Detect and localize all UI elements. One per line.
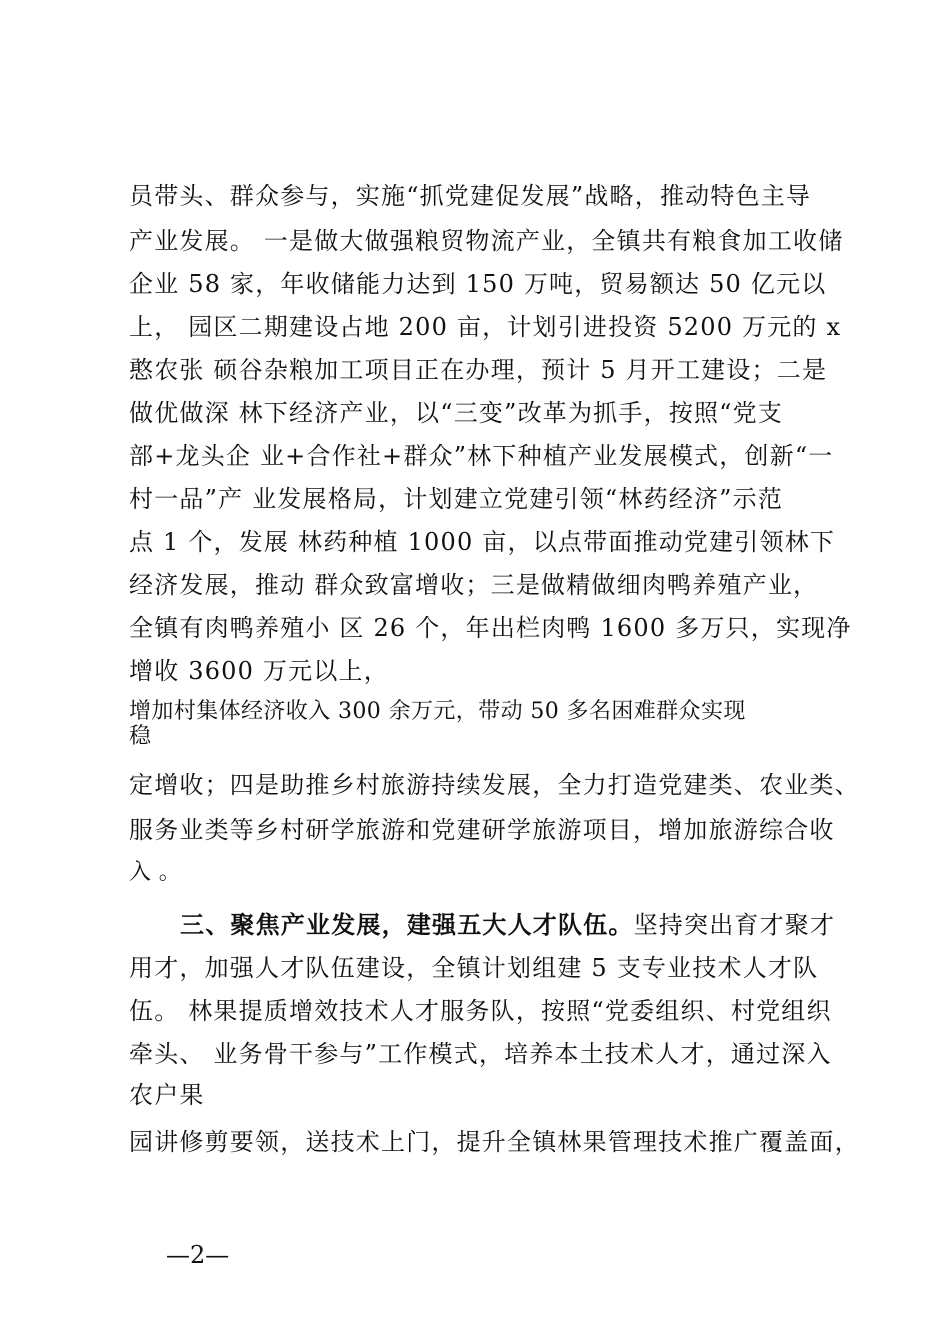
body-line: 牵头、 业务骨干参与”工作模式，培养本土技术人才，通过深入 (129, 1040, 832, 1068)
body-line: 经济发展，推动 群众致富增收；三是做精做细肉鸭养殖产业， (129, 571, 819, 599)
body-line: 部+龙头企 业+合作社+群众”林下种植产业发展模式，创新“一 (129, 442, 834, 470)
body-line: 服务业类等乡村研学旅游和党建研学旅游项目，增加旅游综合收 (129, 816, 835, 844)
body-line: 全镇有肉鸭养殖小 区 26 个，年出栏肉鸭 1600 多万只，实现净 (129, 614, 852, 642)
body-line: 增收 3600 万元以上， (129, 657, 389, 685)
body-line: 伍。 林果提质增效技术人才服务队，按照“党委组织、村党组织 (129, 997, 832, 1025)
body-line: 农户果 (129, 1081, 205, 1109)
body-line: 村一品”产 业发展格局，计划建立党建引领“林药经济”示范 (129, 485, 784, 513)
body-line: 点 1 个，发展 林药种植 1000 亩，以点带面推动党建引领林下 (129, 528, 836, 556)
body-line: 员带头、群众参与，实施“抓党建促发展”战略，推动特色主导 (129, 182, 812, 210)
body-line: 用才，加强人才队伍建设，全镇计划组建 5 支专业技术人才队 (129, 954, 819, 982)
section-heading: 三、聚焦产业发展，建强五大人才队伍。 (180, 910, 634, 939)
section-heading-line (180, 910, 835, 940)
body-line: 上， 园区二期建设占地 200 亩，计划引进投资 5200 万元的 x (129, 313, 842, 341)
page-number: —2— (166, 1241, 230, 1269)
body-line: 稳 (129, 724, 152, 749)
section-heading-rest: 坚持突出育才聚才 (633, 911, 836, 939)
body-line: 定增收；四是助推乡村旅游持续发展，全力打造党建类、农业类、 (129, 771, 860, 799)
body-line: 增加村集体经济收入 300 余万元，带动 50 多名困难群众实现 (129, 699, 746, 724)
body-line: 入 。 (129, 860, 182, 885)
body-line: 产业发展。 一是做大做强粮贸物流产业，全镇共有粮食加工收储 (129, 227, 844, 255)
body-line: 园讲修剪要领，送技术上门，提升全镇林果管理技术推广覆盖面， (129, 1128, 860, 1156)
body-line: 做优做深 林下经济产业，以“三变”改革为抓手，按照“党支 (129, 399, 784, 427)
body-line: 企业 58 家，年收储能力达到 150 万吨，贸易额达 50 亿元以 (129, 270, 827, 298)
body-line: 憨农张 硕谷杂粮加工项目正在办理，预计 5 月开工建设；二是 (129, 356, 828, 384)
